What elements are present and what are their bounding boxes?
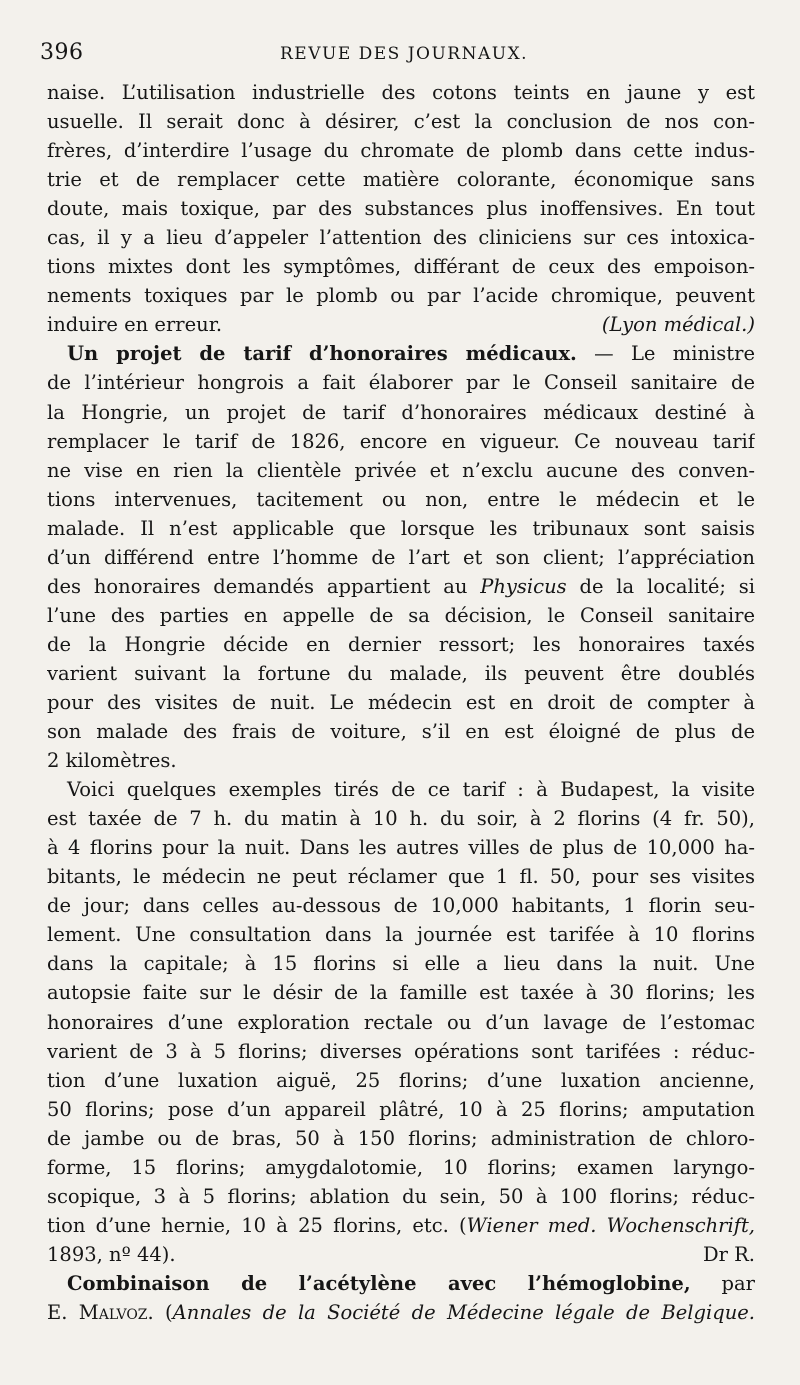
text-line — [47, 1298, 755, 1327]
text-line: de jour; dans celles au-dessous de 10,000 habitants, 1 florin seu- — [47, 894, 755, 918]
author-name: E. Malvoz. — [47, 1300, 154, 1324]
italic-term: Physicus — [480, 574, 567, 598]
text-line: pour des visites de nuit. Le médecin est en droit de compter à — [47, 690, 755, 714]
text-line: la Hongrie, un projet de tarif d’honoraires médicaux destiné à — [47, 400, 755, 424]
text-line — [47, 1211, 755, 1240]
text-line — [47, 310, 755, 339]
text-line: naise. L’utilisation industrielle des cotons teints en jaune y est — [47, 81, 755, 104]
text-line: son malade des frais de voiture, s’il en est éloigné de plus de — [47, 720, 755, 744]
text-line: nements toxiques par le plomb ou par l’acide chromique, peuvent — [47, 284, 755, 308]
text-line: varient de 3 à 5 florins; diverses opérations sont tarifées : réduc- — [47, 1039, 755, 1063]
source-citation: Wiener med. Wochenschrift, — [466, 1213, 755, 1237]
text-line: bitants, le médecin ne peut réclamer que 1 fl. 50, pour ses visites — [47, 865, 755, 889]
article-title: Un projet de tarif d’honoraires médicaux. — [67, 342, 577, 366]
text-line: 2 kilomètres. — [47, 749, 177, 773]
text-line: cas, il y a lieu d’appeler l’attention des cliniciens sur ces intoxica- — [47, 226, 755, 250]
article-acetylene — [47, 1269, 755, 1327]
text-line: varient suivant la fortune du malade, ils peuvent être doublés — [47, 661, 755, 685]
text-line — [47, 572, 755, 601]
text-line: ne vise en rien la clientèle privée et n’exclu aucune des conven- — [47, 458, 755, 482]
page-header — [40, 40, 760, 76]
text-line: lement. Une consultation dans la journée est tarifée à 10 florins — [47, 923, 755, 947]
text-line: tions mixtes dont les symptômes, différant de ceux des empoison- — [47, 255, 755, 279]
text-line — [47, 1269, 755, 1298]
text-line — [47, 1240, 755, 1269]
text-fragment: 1893, nº 44). — [47, 1242, 176, 1266]
source-citation: Annales de la Société de Médecine légale de Belgique. — [172, 1300, 755, 1324]
text-line — [47, 339, 755, 368]
text-line: frères, d’interdire l’usage du chromate de plomb dans cette indus- — [47, 139, 755, 163]
text-line: forme, 15 florins; amygdalotomie, 10 florins; examen laryngo- — [47, 1155, 755, 1179]
text-line: remplacer le tarif de 1826, encore en vigueur. Ce nouveau tarif — [47, 429, 755, 453]
article-fee-schedule — [47, 339, 755, 775]
text-line: dans la capitale; à 15 florins si elle a lieu dans la nuit. Une — [47, 952, 755, 976]
text-line: de la Hongrie décide en dernier ressort; les honoraires taxés — [47, 632, 755, 656]
text-line: d’un différend entre l’homme de l’art et son client; l’appréciation — [47, 545, 755, 569]
text-fragment: des honoraires demandés appartient au — [47, 574, 481, 598]
source-citation: (Lyon médical.) — [601, 313, 755, 337]
text-line: de jambe ou de bras, 50 à 150 florins; administration de chloro- — [47, 1126, 755, 1150]
text-line: de l’intérieur hongrois a fait élaborer par le Conseil sanitaire de — [47, 371, 755, 395]
text-line: trie et de remplacer cette matière colorante, économique sans — [47, 168, 755, 192]
text-fragment: — Le ministre — [576, 342, 755, 366]
text-fragment: ( — [153, 1300, 173, 1324]
text-fragment: de la localité; si — [566, 574, 755, 598]
text-line: l’une des parties en appelle de sa décision, le Conseil sanitaire — [47, 603, 755, 627]
paragraph-fee-examples — [47, 775, 755, 1269]
text-line: autopsie faite sur le désir de la famille est taxée à 30 florins; les — [47, 981, 755, 1005]
text-fragment: induire en erreur. — [47, 313, 223, 337]
text-line: à 4 florins pour la nuit. Dans les autres villes de plus de 10,000 ha- — [47, 836, 755, 860]
paragraph-lead-poisoning — [47, 78, 755, 339]
text-line: Voici quelques exemples tirés de ce tarif : à Budapest, la visite — [67, 778, 755, 802]
text-line: tion d’une luxation aiguë, 25 florins; d’une luxation ancienne, — [47, 1068, 755, 1092]
page-number: 396 — [40, 40, 84, 65]
text-line: tions intervenues, tacitement ou non, entre le médecin et le — [47, 487, 755, 511]
text-line: doute, mais toxique, par des substances plus inoffensives. En tout — [47, 197, 755, 221]
text-line: usuelle. Il serait donc à désirer, c’est la conclusion de nos con- — [47, 110, 755, 134]
text-line: honoraires d’une exploration rectale ou d’un lavage de l’estomac — [47, 1010, 755, 1034]
text-fragment: tion d’une hernie, 10 à 25 florins, etc. ( — [47, 1213, 467, 1237]
text-line: scopique, 3 à 5 florins; ablation du sein, 50 à 100 florins; réduc- — [47, 1184, 755, 1208]
page-body — [47, 78, 755, 1327]
text-line: est taxée de 7 h. du matin à 10 h. du soir, à 2 florins (4 fr. 50), — [47, 807, 755, 831]
text-line: malade. Il n’est applicable que lorsque les tribunaux sont saisis — [47, 516, 755, 540]
article-title: Combinaison de l’acétylène avec l’hémoglobine, — [67, 1271, 691, 1295]
running-title: REVUE DES JOURNAUX. — [280, 44, 529, 64]
author-signature: Dr R. — [702, 1242, 755, 1266]
text-line: 50 florins; pose d’un appareil plâtré, 10 à 25 florins; amputation — [47, 1097, 755, 1121]
text-fragment: par — [690, 1271, 755, 1295]
